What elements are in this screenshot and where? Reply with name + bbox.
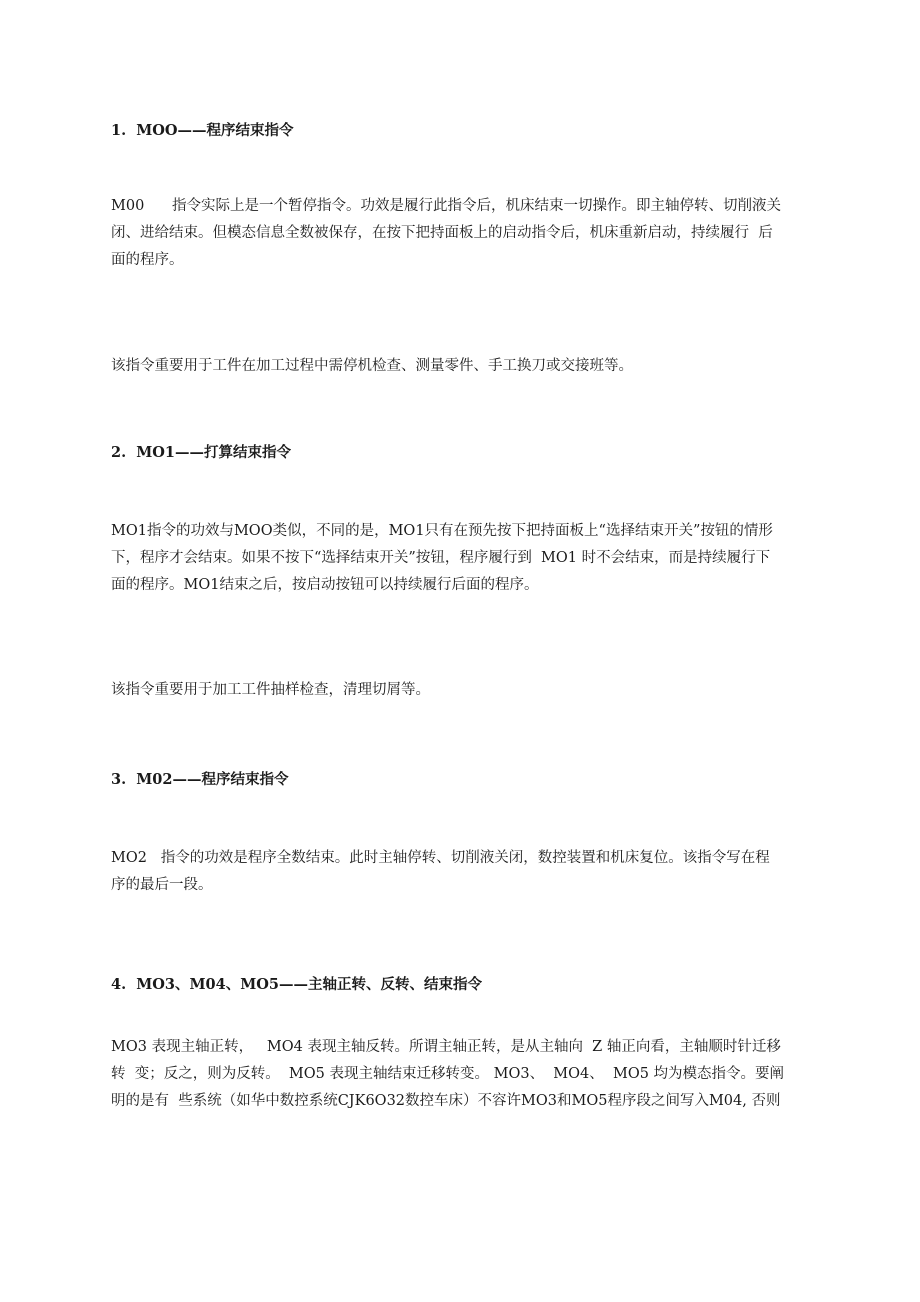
paragraph-line: 面的程序。MO1结束之后，按启动按钮可以持续履行后面的程序。	[111, 577, 539, 593]
paragraph-line: 转 变；反之，则为反转。 MO5 表现主轴结束迁移转变。 MO3、 MO4、 MO5 均为模态指令。要阐	[111, 1066, 785, 1082]
paragraph-line: 序的最后一段。	[111, 877, 213, 893]
section-1-heading: 1. MOO——程序结束指令	[111, 122, 294, 139]
paragraph-line: 下，程序才会结束。如果不按下“选择结束开关”按钮，程序履行到 MO1 时不会结束，而是持续履行下	[111, 550, 771, 566]
paragraph-line: 闭、进给结束。但模态信息全数被保存，在按下把持面板上的启动指令后，机床重新启动，持续履行 后	[111, 225, 773, 241]
section-2-paragraph-2	[111, 677, 811, 704]
section-1-paragraph-2	[111, 353, 811, 380]
paragraph-line: MO1指令的功效与MOO类似，不同的是，MO1只有在预先按下把持面板上“选择结束开关”按钮的情形	[111, 523, 773, 539]
section-2-heading: 2. MO1——打算结束指令	[111, 444, 292, 461]
paragraph-line: 明的是有 些系统（如华中数控系统CJK6O32数控车床）不容许MO3和MO5程序段之间写入M04, 否则	[111, 1093, 781, 1109]
paragraph-line: MO3 表现主轴正转， MO4 表现主轴反转。所谓主轴正转，是从主轴向 Z 轴正向看，主轴顺时针迁移	[111, 1039, 781, 1055]
paragraph-line: 该指令重要用于加工工件抽样检查，清理切屑等。	[111, 682, 430, 698]
section-4-heading: 4. MO3、M04、MO5——主轴正转、反转、结束指令	[111, 976, 483, 993]
section-2-paragraph-1	[111, 518, 811, 599]
paragraph-line: M00 指令实际上是一个暂停指令。功效是履行此指令后，机床结束一切操作。即主轴停转、切削液关	[111, 198, 781, 214]
section-4-paragraph-1	[111, 1034, 811, 1115]
section-1-paragraph-1	[111, 193, 811, 274]
section-3-paragraph-1	[111, 845, 811, 899]
paragraph-line: 面的程序。	[111, 252, 184, 268]
section-3-heading: 3. M02——程序结束指令	[111, 771, 289, 788]
paragraph-line: MO2 指令的功效是程序全数结束。此时主轴停转、切削液关闭，数控装置和机床复位。该指令写在程	[111, 850, 770, 866]
paragraph-line: 该指令重要用于工件在加工过程中需停机检查、测量零件、手工换刀或交接班等。	[111, 358, 633, 374]
